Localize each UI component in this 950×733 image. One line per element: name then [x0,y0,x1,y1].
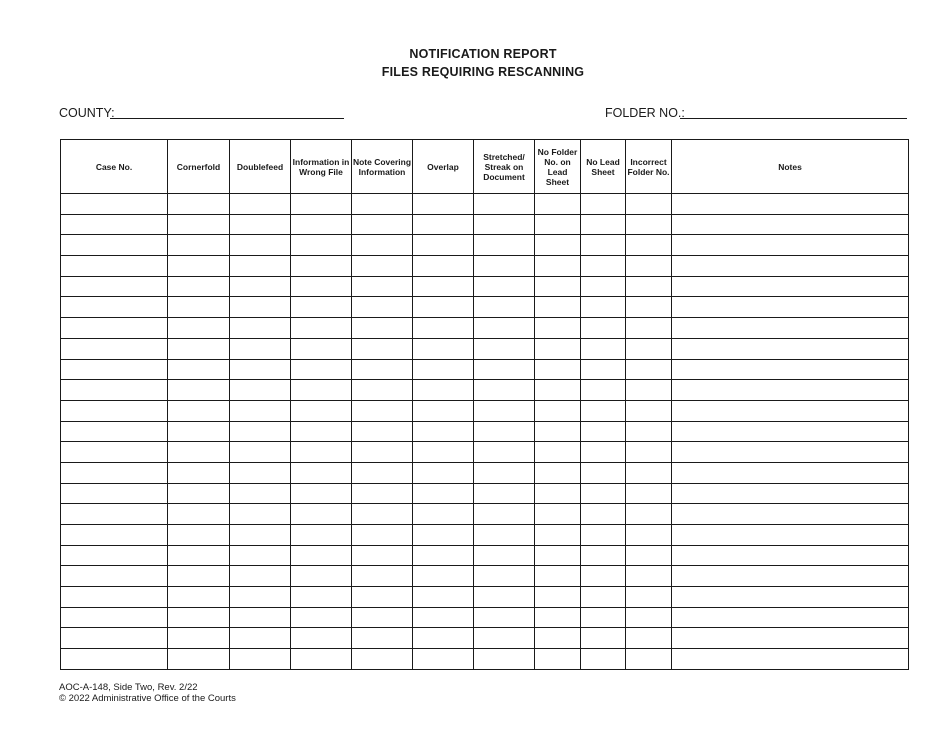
table-cell[interactable] [535,380,581,401]
table-cell[interactable] [535,318,581,339]
county-label: COUNTY: [59,106,115,120]
table-cell[interactable] [413,607,474,628]
table-cell[interactable] [413,380,474,401]
table-cell[interactable] [581,256,626,277]
table-cell[interactable] [626,421,672,442]
table-cell[interactable] [352,235,413,256]
table-cell[interactable] [61,318,168,339]
table-cell[interactable] [474,566,535,587]
table-cell[interactable] [168,235,230,256]
table-cell[interactable] [413,194,474,215]
table-cell[interactable] [672,400,909,421]
table-cell[interactable] [474,649,535,670]
table-cell[interactable] [291,256,352,277]
table-row [61,545,909,566]
table-cell[interactable] [581,338,626,359]
table-cell[interactable] [474,256,535,277]
table-cell[interactable] [413,235,474,256]
table-cell[interactable] [230,525,291,546]
table-cell[interactable] [474,545,535,566]
table-cell[interactable] [61,525,168,546]
table-cell[interactable] [291,297,352,318]
table-cell[interactable] [61,628,168,649]
table-cell[interactable] [230,276,291,297]
table-row [61,587,909,608]
table-cell[interactable] [535,214,581,235]
table-cell[interactable] [535,256,581,277]
table-cell[interactable] [291,380,352,401]
table-cell[interactable] [61,297,168,318]
table-cell[interactable] [535,462,581,483]
table-cell[interactable] [61,338,168,359]
table-cell[interactable] [230,380,291,401]
table-cell[interactable] [230,297,291,318]
table-cell[interactable] [626,276,672,297]
table-cell[interactable] [61,194,168,215]
table-cell[interactable] [672,297,909,318]
table-cell[interactable] [291,235,352,256]
table-cell[interactable] [626,545,672,566]
table-cell[interactable] [474,318,535,339]
col-header-cornerfold: Cornerfold [168,140,230,194]
table-cell[interactable] [291,545,352,566]
table-cell[interactable] [474,235,535,256]
table-cell[interactable] [168,483,230,504]
rescan-table [60,139,909,670]
table-cell[interactable] [535,504,581,525]
table-cell[interactable] [230,628,291,649]
table-row [61,483,909,504]
table-cell[interactable] [626,380,672,401]
table-cell[interactable] [581,318,626,339]
table-cell[interactable] [291,442,352,463]
table-cell[interactable] [230,194,291,215]
col-header-no-lead-sheet: No Lead Sheet [581,140,626,194]
table-cell[interactable] [413,318,474,339]
table-cell[interactable] [626,525,672,546]
table-cell[interactable] [352,359,413,380]
table-cell[interactable] [168,649,230,670]
table-cell[interactable] [230,214,291,235]
table-cell[interactable] [672,525,909,546]
table-cell[interactable] [535,607,581,628]
table-cell[interactable] [581,276,626,297]
table-cell[interactable] [352,380,413,401]
table-cell[interactable] [535,359,581,380]
table-cell[interactable] [168,525,230,546]
table-cell[interactable] [168,400,230,421]
table-cell[interactable] [352,525,413,546]
table-cell[interactable] [352,400,413,421]
table-row [61,462,909,483]
table-cell[interactable] [168,214,230,235]
table-cell[interactable] [168,462,230,483]
table-cell[interactable] [626,504,672,525]
table-cell[interactable] [581,380,626,401]
col-header-notes: Notes [672,140,909,194]
table-cell[interactable] [291,400,352,421]
table-cell[interactable] [230,649,291,670]
table-cell[interactable] [581,525,626,546]
table-cell[interactable] [672,462,909,483]
table-cell[interactable] [672,256,909,277]
col-header-case-no: Case No. [61,140,168,194]
table-cell[interactable] [291,214,352,235]
table-cell[interactable] [413,462,474,483]
table-cell[interactable] [535,421,581,442]
table-cell[interactable] [291,628,352,649]
table-cell[interactable] [291,566,352,587]
table-cell[interactable] [413,359,474,380]
table-cell[interactable] [61,649,168,670]
table-cell[interactable] [626,297,672,318]
table-cell[interactable] [352,256,413,277]
table-cell[interactable] [413,338,474,359]
table-cell[interactable] [352,566,413,587]
table-cell[interactable] [291,587,352,608]
table-cell[interactable] [352,649,413,670]
table-cell[interactable] [581,421,626,442]
table-row [61,297,909,318]
table-cell[interactable] [230,235,291,256]
table-cell[interactable] [474,442,535,463]
table-row [61,525,909,546]
table-row [61,318,909,339]
table-cell[interactable] [672,566,909,587]
table-cell[interactable] [672,214,909,235]
col-header-wrong-file: Information in Wrong File [291,140,352,194]
table-cell[interactable] [168,380,230,401]
table-cell[interactable] [581,483,626,504]
table-cell[interactable] [474,628,535,649]
table-cell[interactable] [168,607,230,628]
table-cell[interactable] [168,421,230,442]
table-cell[interactable] [168,194,230,215]
table-cell[interactable] [352,607,413,628]
table-cell[interactable] [168,297,230,318]
table-cell[interactable] [352,628,413,649]
table-cell[interactable] [230,256,291,277]
table-cell[interactable] [626,483,672,504]
table-cell[interactable] [626,462,672,483]
table-cell[interactable] [535,442,581,463]
table-cell[interactable] [581,297,626,318]
table-cell[interactable] [581,504,626,525]
table-body [61,194,909,670]
table-cell[interactable] [61,400,168,421]
table-cell[interactable] [352,421,413,442]
table-cell[interactable] [626,318,672,339]
table-cell[interactable] [168,545,230,566]
table-cell[interactable] [474,276,535,297]
table-cell[interactable] [626,607,672,628]
table-cell[interactable] [581,566,626,587]
folder-no-label: FOLDER NO.: [605,106,685,120]
table-cell[interactable] [168,318,230,339]
table-cell[interactable] [626,235,672,256]
table-cell[interactable] [581,628,626,649]
table-cell[interactable] [626,587,672,608]
table-cell[interactable] [474,504,535,525]
table-cell[interactable] [291,421,352,442]
table-cell[interactable] [230,462,291,483]
table-cell[interactable] [626,442,672,463]
table-cell[interactable] [352,587,413,608]
table-cell[interactable] [352,318,413,339]
table-cell[interactable] [291,338,352,359]
table-row [61,649,909,670]
table-cell[interactable] [291,194,352,215]
table-cell[interactable] [535,587,581,608]
table-cell[interactable] [168,338,230,359]
col-header-overlap: Overlap [413,140,474,194]
table-cell[interactable] [672,442,909,463]
table-cell[interactable] [352,297,413,318]
table-cell[interactable] [413,483,474,504]
table-cell[interactable] [581,400,626,421]
table-cell[interactable] [230,545,291,566]
table-cell[interactable] [535,194,581,215]
table-cell[interactable] [168,276,230,297]
table-cell[interactable] [535,649,581,670]
table-cell[interactable] [672,235,909,256]
table-cell[interactable] [168,587,230,608]
table-row [61,359,909,380]
table-cell[interactable] [626,256,672,277]
table-cell[interactable] [61,483,168,504]
table-cell[interactable] [230,400,291,421]
table-cell[interactable] [672,483,909,504]
table-cell[interactable] [61,235,168,256]
table-row [61,566,909,587]
table-cell[interactable] [474,359,535,380]
report-subtitle: FILES REQUIRING RESCANNING [381,65,585,79]
table-cell[interactable] [168,504,230,525]
table-cell[interactable] [672,194,909,215]
table-cell[interactable] [626,194,672,215]
table-cell[interactable] [413,421,474,442]
table-cell[interactable] [535,628,581,649]
table-row [61,338,909,359]
table-cell[interactable] [413,276,474,297]
col-header-note-covering: Note Covering Information [352,140,413,194]
table-cell[interactable] [61,214,168,235]
county-field[interactable] [110,118,344,119]
table-cell[interactable] [168,359,230,380]
table-row [61,421,909,442]
table-row [61,607,909,628]
table-cell[interactable] [535,400,581,421]
table-cell[interactable] [413,628,474,649]
table-cell[interactable] [230,566,291,587]
table-cell[interactable] [230,504,291,525]
table-cell[interactable] [291,359,352,380]
table-cell[interactable] [61,256,168,277]
table-cell[interactable] [413,442,474,463]
table-cell[interactable] [61,359,168,380]
table-cell[interactable] [672,380,909,401]
table-cell[interactable] [291,504,352,525]
table-cell[interactable] [474,607,535,628]
table-header-row [61,140,909,194]
table-cell[interactable] [61,587,168,608]
table-cell[interactable] [230,442,291,463]
table-cell[interactable] [581,545,626,566]
table-cell[interactable] [413,545,474,566]
table-cell[interactable] [61,566,168,587]
table-cell[interactable] [672,607,909,628]
table-cell[interactable] [474,400,535,421]
table-cell[interactable] [61,276,168,297]
table-row [61,276,909,297]
table-cell[interactable] [672,587,909,608]
table-cell[interactable] [352,276,413,297]
table-row [61,380,909,401]
table-cell[interactable] [291,483,352,504]
table-cell[interactable] [672,504,909,525]
table-cell[interactable] [535,235,581,256]
table-cell[interactable] [672,318,909,339]
table-cell[interactable] [474,462,535,483]
table-cell[interactable] [581,235,626,256]
table-cell[interactable] [474,297,535,318]
table-cell[interactable] [352,545,413,566]
col-header-doublefeed: Doublefeed [230,140,291,194]
table-cell[interactable] [672,359,909,380]
table-cell[interactable] [291,525,352,546]
table-cell[interactable] [352,504,413,525]
table-cell[interactable] [291,276,352,297]
table-cell[interactable] [672,628,909,649]
table-cell[interactable] [474,194,535,215]
col-header-incorrect-folder: Incorrect Folder No. [626,140,672,194]
table-cell[interactable] [61,462,168,483]
table-cell[interactable] [230,483,291,504]
table-cell[interactable] [672,338,909,359]
table-row [61,628,909,649]
table-cell[interactable] [581,214,626,235]
table-cell[interactable] [581,607,626,628]
table-cell[interactable] [581,587,626,608]
table-cell[interactable] [352,194,413,215]
table-row [61,504,909,525]
table-cell[interactable] [352,442,413,463]
table-cell[interactable] [230,359,291,380]
table-cell[interactable] [474,587,535,608]
table-row [61,194,909,215]
table-cell[interactable] [626,566,672,587]
table-cell[interactable] [413,649,474,670]
table-cell[interactable] [474,525,535,546]
table-cell[interactable] [352,338,413,359]
table-cell[interactable] [291,649,352,670]
table-cell[interactable] [230,338,291,359]
table-cell[interactable] [168,442,230,463]
table-row [61,256,909,277]
table-cell[interactable] [413,256,474,277]
table-row [61,400,909,421]
table-cell[interactable] [352,214,413,235]
table-cell[interactable] [413,400,474,421]
table-cell[interactable] [672,545,909,566]
table-cell[interactable] [413,297,474,318]
table-cell[interactable] [535,525,581,546]
copyright: © 2022 Administrative Office of the Courts [59,693,236,704]
col-header-no-folder-no: No Folder No. on Lead Sheet [535,140,581,194]
table-cell[interactable] [535,297,581,318]
table-cell[interactable] [474,214,535,235]
table-cell[interactable] [581,442,626,463]
table-cell[interactable] [581,194,626,215]
table-cell[interactable] [413,566,474,587]
table-cell[interactable] [535,338,581,359]
table-cell[interactable] [230,587,291,608]
table-cell[interactable] [626,649,672,670]
table-cell[interactable] [626,628,672,649]
table-cell[interactable] [61,545,168,566]
table-cell[interactable] [474,483,535,504]
table-cell[interactable] [672,649,909,670]
table-cell[interactable] [352,483,413,504]
table-cell[interactable] [626,400,672,421]
table-cell[interactable] [61,442,168,463]
table-cell[interactable] [474,421,535,442]
table-cell[interactable] [168,256,230,277]
table-cell[interactable] [413,587,474,608]
table-cell[interactable] [413,504,474,525]
table-cell[interactable] [291,462,352,483]
folder-no-field[interactable] [680,118,907,119]
table-cell[interactable] [230,318,291,339]
table-cell[interactable] [626,338,672,359]
table-cell[interactable] [413,525,474,546]
table-cell[interactable] [535,566,581,587]
table-row [61,235,909,256]
report-title: NOTIFICATION REPORT [409,47,557,61]
table-cell[interactable] [61,380,168,401]
table-cell[interactable] [672,276,909,297]
table-cell[interactable] [474,338,535,359]
table-cell[interactable] [168,628,230,649]
table-cell[interactable] [352,462,413,483]
form-id: AOC-A-148, Side Two, Rev. 2/22 [59,682,198,693]
col-header-stretched: Stretched/ Streak on Document [474,140,535,194]
table-cell[interactable] [672,421,909,442]
table-cell[interactable] [626,359,672,380]
table-cell[interactable] [474,380,535,401]
table-cell[interactable] [581,649,626,670]
table-cell[interactable] [291,607,352,628]
table-cell[interactable] [168,566,230,587]
table-cell[interactable] [61,607,168,628]
table-cell[interactable] [230,607,291,628]
table-cell[interactable] [581,462,626,483]
table-cell[interactable] [535,545,581,566]
table-cell[interactable] [291,318,352,339]
table-cell[interactable] [413,214,474,235]
table-cell[interactable] [535,483,581,504]
table-cell[interactable] [535,276,581,297]
table-row [61,442,909,463]
table-cell[interactable] [230,421,291,442]
table-row [61,214,909,235]
table-cell[interactable] [581,359,626,380]
table-cell[interactable] [626,214,672,235]
table-cell[interactable] [61,421,168,442]
table-cell[interactable] [61,504,168,525]
